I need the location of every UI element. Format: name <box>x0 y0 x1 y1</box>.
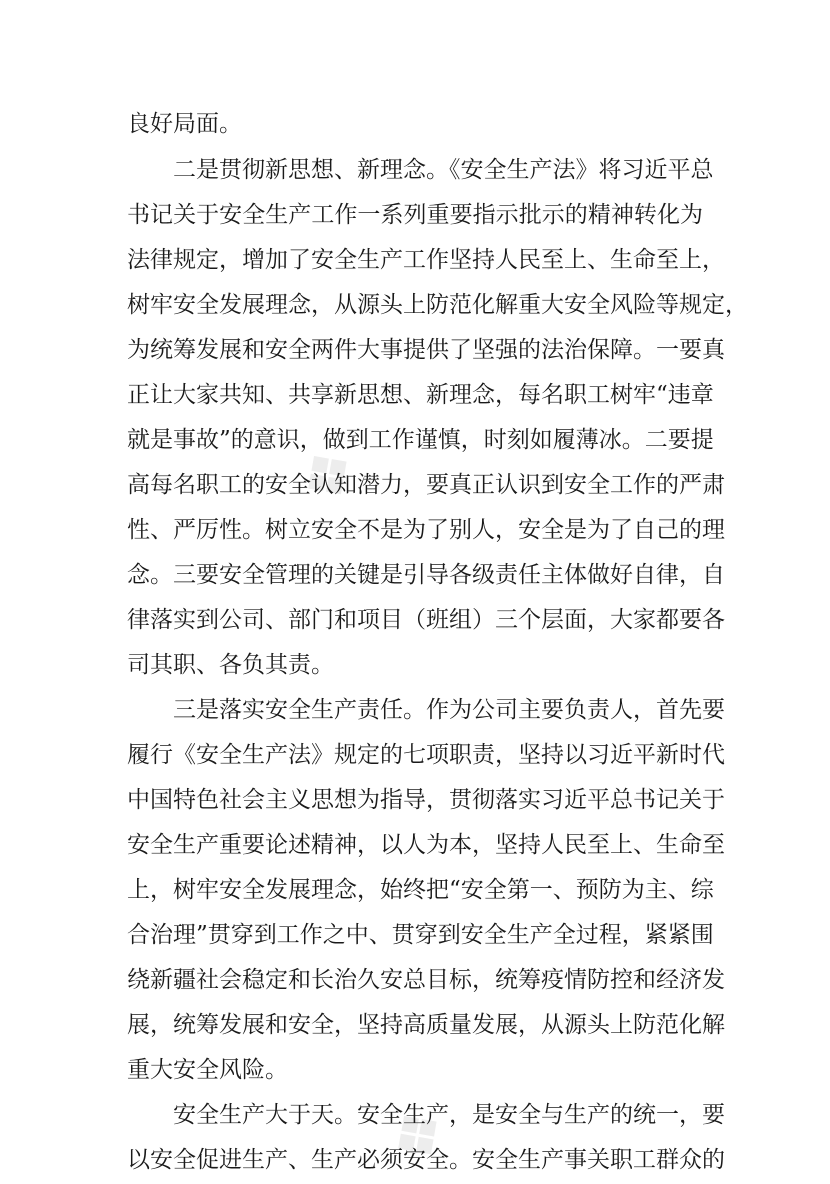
paragraph-start-line: 三是落实安全生产责任。作为公司主要负责人，首先要 <box>173 697 725 723</box>
text-line: 履行《安全生产法》规定的七项职责，坚持以习近平新时代 <box>127 742 725 768</box>
text-line: 为统筹发展和安全两件大事提供了坚强的法治保障。一要真 <box>127 337 725 363</box>
text-line: 念。三要安全管理的关键是引导各级责任主体做好自律，自 <box>127 562 725 588</box>
text-line: 上，树牢安全发展理念，始终把“安全第一、预防为主、综 <box>127 877 714 903</box>
text-line: 以安全促进生产、生产必须安全。安全生产事关职工群众的 <box>127 1147 725 1173</box>
text-line: 司其职、各负其责。 <box>127 652 334 678</box>
text-line: 良好局面。 <box>127 111 242 137</box>
text-line: 安全生产重要论述精神，以人为本，坚持人民至上、生命至 <box>127 832 725 858</box>
paragraph-start-line: 二是贯彻新思想、新理念。《安全生产法》将习近平总 <box>173 157 714 183</box>
watermark-stamp: ❖ <box>373 1090 464 1184</box>
paragraph-start-line: 安全生产大于天。安全生产，是安全与生产的统一，要 <box>173 1102 725 1128</box>
text-line: 合治理”贯穿到工作之中、贯穿到安全生产全过程，紧紧围 <box>127 922 714 948</box>
text-line: 绕新疆社会稳定和长治久安总目标，统筹疫情防控和经济发 <box>127 967 725 993</box>
text-line: 展，统筹发展和安全，坚持高质量发展，从源头上防范化解 <box>127 1012 725 1038</box>
watermark-stamp: ❖ <box>283 430 374 524</box>
text-line: 树牢安全发展理念，从源头上防范化解重大安全风险等规定， <box>127 292 748 318</box>
text-line: 中国特色社会主义思想为指导，贯彻落实习近平总书记关于 <box>127 787 725 813</box>
text-line: 法律规定，增加了安全生产工作坚持人民至上、生命至上， <box>127 247 725 273</box>
text-line: 书记关于安全生产工作一系列重要指示批示的精神转化为 <box>127 202 703 228</box>
text-line: 高每名职工的安全认知潜力，要真正认识到安全工作的严肃 <box>127 472 725 498</box>
text-line: 性、严厉性。树立安全不是为了别人，安全是为了自己的理 <box>127 517 725 543</box>
text-line: 重大安全风险。 <box>127 1057 288 1083</box>
text-line: 正让大家共知、共享新思想、新理念，每名职工树牢“违章 <box>127 382 714 408</box>
text-line: 律落实到公司、部门和项目（班组）三个层面，大家都要各 <box>127 607 725 633</box>
text-line: 就是事故”的意识，做到工作谨慎，时刻如履薄冰。二要提 <box>127 427 714 453</box>
